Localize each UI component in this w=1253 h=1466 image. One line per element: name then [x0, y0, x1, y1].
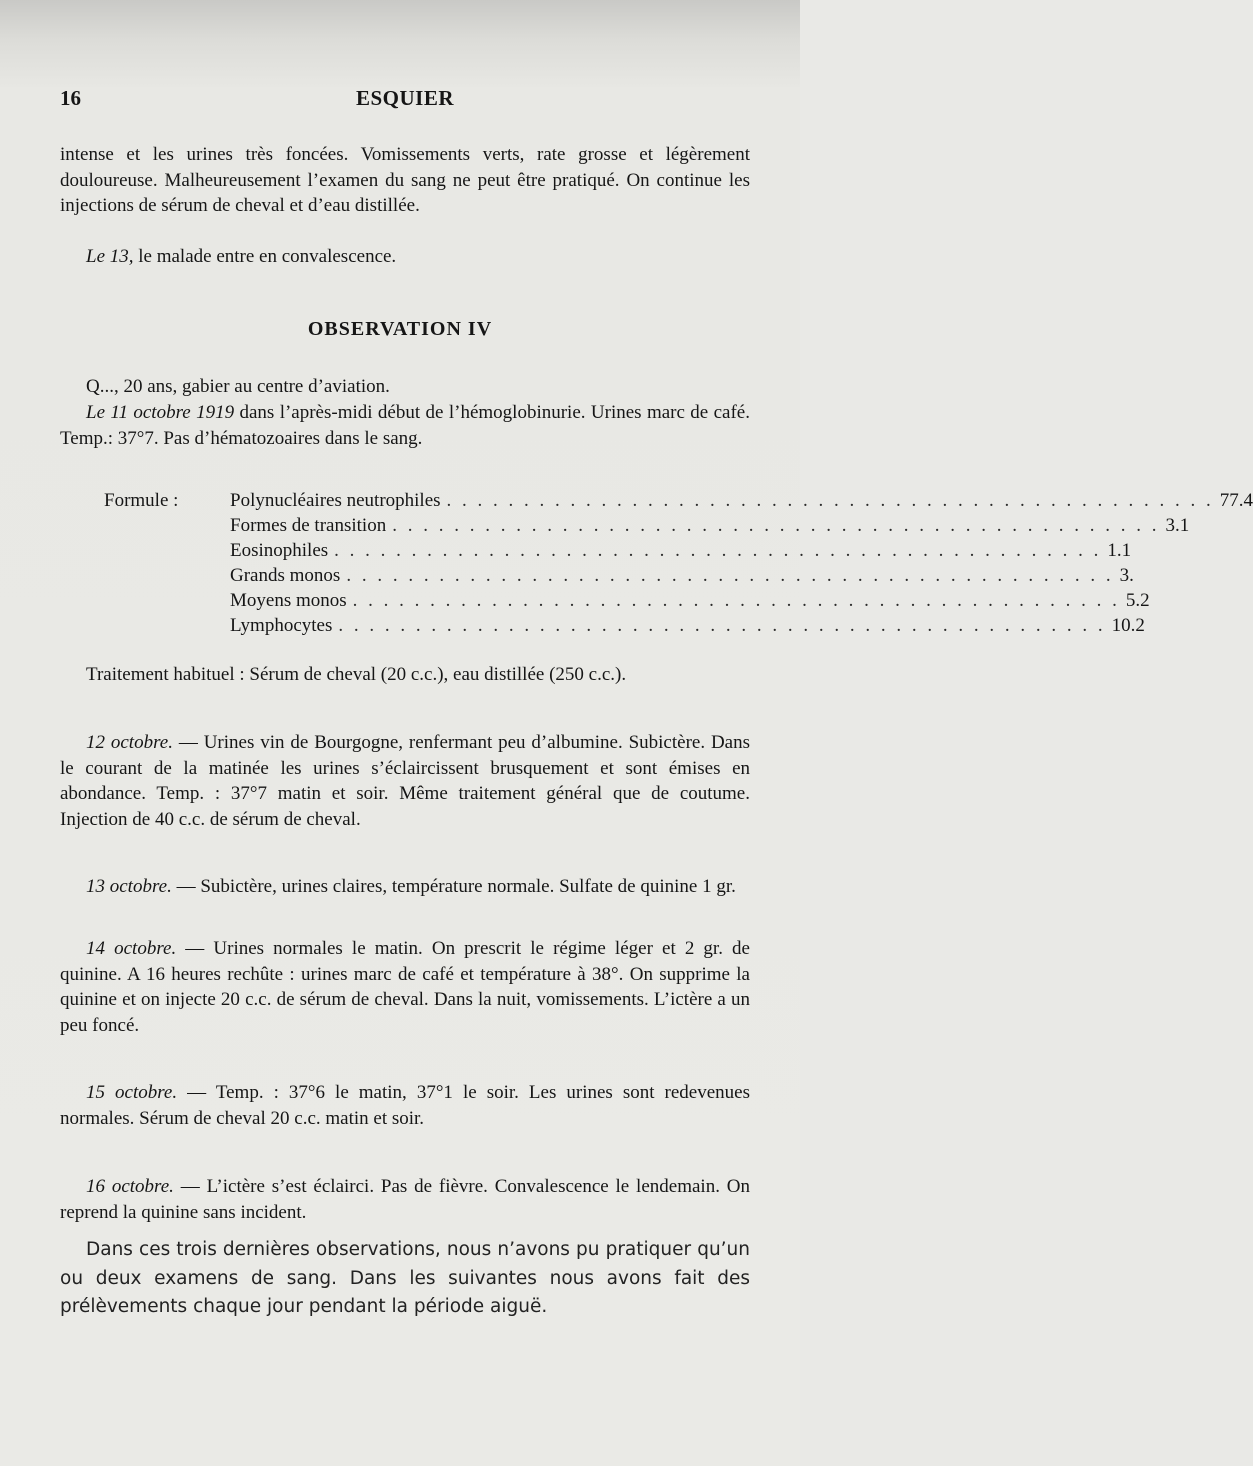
- formula-cell-value: 5.2: [1125, 590, 1150, 611]
- paragraph-lead: Le 11 octobre 1919: [86, 402, 235, 423]
- formula-row: [230, 490, 1253, 515]
- section-heading: OBSERVATION IV: [307, 318, 493, 340]
- formula-cell-name: Moyens monos: [230, 590, 347, 611]
- formula-row: [230, 540, 1132, 565]
- page-header: [60, 86, 750, 116]
- formula-cell-value: 10.2: [1111, 615, 1145, 636]
- formula-cell-value: 3.1: [1165, 515, 1190, 536]
- paragraph-13-octobre: [60, 874, 750, 900]
- formula-cell-value: 3.: [1119, 565, 1134, 586]
- formula-row: [230, 590, 1150, 615]
- paragraph-text: — Urines vin de Bourgogne, renfermant peu d’albumine. Subictère. Dans le courant de la matinée les urines s’éclaircissent brusquement et sont émises en abondance. Temp. : 37°7 matin et soir. Même traitement général que de coutume. Injection de 40 c.c. de sérum de cheval.: [60, 732, 750, 830]
- paragraph-lead: 15 octobre.: [86, 1082, 178, 1103]
- formula-row: [230, 515, 1190, 540]
- leader-dots: [338, 615, 1105, 637]
- paragraph-lead: Le 13,: [86, 246, 134, 267]
- paragraph-16-octobre: [60, 1174, 750, 1225]
- paragraph-text: — Temp. : 37°6 le matin, 37°1 le soir. Les urines sont redevenues normales. Sérum de cheval 20 c.c. matin et soir.: [60, 1082, 750, 1129]
- leader-dots: [353, 590, 1120, 612]
- formula-label: Formule :: [104, 490, 179, 511]
- formula-row: [230, 565, 1134, 590]
- running-head: ESQUIER: [355, 86, 455, 110]
- formula-cell-name: Grands monos: [230, 565, 341, 586]
- paragraph-11-octobre: [60, 400, 750, 451]
- paragraph-15-octobre: [60, 1080, 750, 1131]
- leader-dots: [392, 515, 1159, 537]
- paragraph-lead: 13 octobre.: [86, 876, 172, 897]
- formula-cell-value: 77.4: [1219, 490, 1253, 511]
- paragraph-conclusion: Dans ces trois dernières observations, nous n’avons pu pratiquer qu’un ou deux examens de sang. Dans les suivantes nous avons fait des prélèvements chaque jour pendant la période aiguë.: [60, 1239, 750, 1317]
- paragraph-lead: 16 octobre.: [86, 1176, 174, 1197]
- formula-cell-name: Polynucléaires neutrophiles: [230, 490, 441, 511]
- paragraph-12-octobre: [60, 730, 750, 832]
- paragraph-lead: 12 octobre.: [86, 732, 173, 753]
- formula-row: [230, 615, 1145, 640]
- paragraph-text: le malade entre en convalescence.: [133, 246, 397, 267]
- page-number: 16: [60, 86, 81, 110]
- paragraph-14-octobre: [60, 936, 750, 1038]
- formula-cell-value: 1.1: [1107, 540, 1132, 561]
- paragraph-text: — Subictère, urines claires, température normale. Sulfate de quinine 1 gr.: [171, 876, 736, 897]
- leader-dots: [346, 565, 1113, 587]
- leader-dots: [334, 540, 1101, 562]
- leader-dots: [447, 490, 1214, 512]
- paragraph-day-13: [60, 244, 750, 270]
- formula-cell-name: Eosinophiles: [230, 540, 329, 561]
- paragraph-text: dans l’après-midi début de l’hémoglobinurie. Urines marc de café. Temp.: 37°7. Pas d’hématozoaires dans le sang.: [60, 402, 750, 449]
- paragraph-text: — Urines normales le matin. On prescrit le régime léger et 2 gr. de quinine. A 16 heures rechûte : urines marc de café et température à 38°. On supprime la quinine et on injecte 20 c.c. de sérum de cheval. Dans la nuit, vomissements. L’ictère a un peu foncé.: [60, 938, 750, 1036]
- paragraph-traitement: Traitement habituel : Sérum de cheval (20 c.c.), eau distillée (250 c.c.).: [86, 664, 627, 685]
- formula-cell-name: Formes de transition: [230, 515, 387, 536]
- paragraph-text: — L’ictère s’est éclairci. Pas de fièvre. Convalescence le lendemain. On reprend la quinine sans incident.: [60, 1176, 750, 1223]
- paragraph-continuation: intense et les urines très foncées. Vomissements verts, rate grosse et légèrement douloureuse. Malheureusement l’examen du sang ne peut être pratiqué. On continue les injections de sérum de cheval et d’eau distillée.: [60, 144, 750, 216]
- formula-cell-name: Lymphocytes: [230, 615, 333, 636]
- patient-line: Q..., 20 ans, gabier au centre d’aviation.: [86, 376, 390, 397]
- paragraph-lead: 14 octobre.: [86, 938, 177, 959]
